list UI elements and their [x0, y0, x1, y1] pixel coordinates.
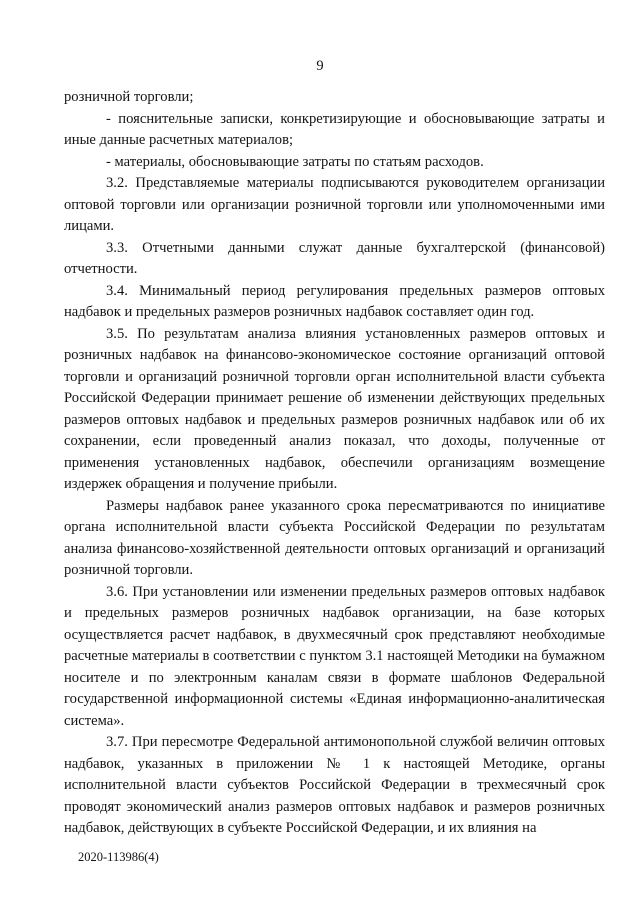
paragraph-3-7: 3.7. При пересмотре Федеральной антимонопольной службой величин оптовых надбавок, указанных в приложении № 1 к настоящей Методике, органы исполнительной власти субъектов Российской Федерации в трехмесячный срок проводят экономический анализ размеров оптовых надбавок и размеров розничных надбавок, действующих в субъекте Российской Федерации, и их влияния на: [64, 734, 605, 836]
paragraph-3-2: 3.2. Представляемые материалы подписываются руководителем организации оптовой торговли или организации розничной торговли или уполномоченными ими лицами.: [64, 175, 605, 234]
paragraph-continuation: розничной торговли;: [64, 89, 194, 105]
page-number: 9: [316, 58, 324, 74]
paragraph-revision-initiative: Размеры надбавок ранее указанного срока пересматриваются по инициативе органа исполнительной власти субъекта Российской Федерации по результатам анализа финансово-хозяйственной деятельности оптовых организаций и организаций розничной торговли.: [64, 497, 605, 578]
paragraph-cost-materials: - материалы, обосновывающие затраты по статьям расходов.: [106, 153, 484, 170]
paragraph-3-6: 3.6. При установлении или изменении предельных размеров оптовых надбавок и предельных размеров розничных надбавок организации, на базе которых осуществляется расчет надбавок, в двухмесячный срок представляют необходимые расчетные материалы в соответствии с пунктом 3.1 настоящей Методики на бумажном носителе и по электронным каналам связи в формате шаблонов Федеральной государственной информационной системы «Единая информационно-аналитическая система».: [64, 583, 605, 729]
paragraph-3-5: 3.5. По результатам анализа влияния установленных размеров оптовых и розничных надбавок на финансово-экономическое состояние организаций оптовой торговли и организаций розничной торговли орган исполнительной власти субъекта Российской Федерации принимает решение об изменении действующих предельных размеров оптовых надбавок и предельных размеров розничных надбавок или об их сохранении, если проведенный анализ показал, что доходы, полученные от применения установленных надбавок, обеспечили организациям возмещение издержек обращения и получение прибыли.: [64, 325, 605, 492]
document-body: [64, 87, 605, 840]
paragraph-3-4: 3.4. Минимальный период регулирования предельных размеров оптовых надбавок и предельных размеров розничных надбавок составляет один год.: [64, 282, 605, 320]
paragraph-3-3: 3.3. Отчетными данными служат данные бухгалтерской (финансовой) отчетности.: [64, 239, 605, 277]
document-code: 2020-113986(4): [78, 850, 159, 864]
paragraph-explanatory-notes: - пояснительные записки, конкретизирующие и обосновывающие затраты и иные данные расчетных материалов;: [64, 110, 605, 148]
